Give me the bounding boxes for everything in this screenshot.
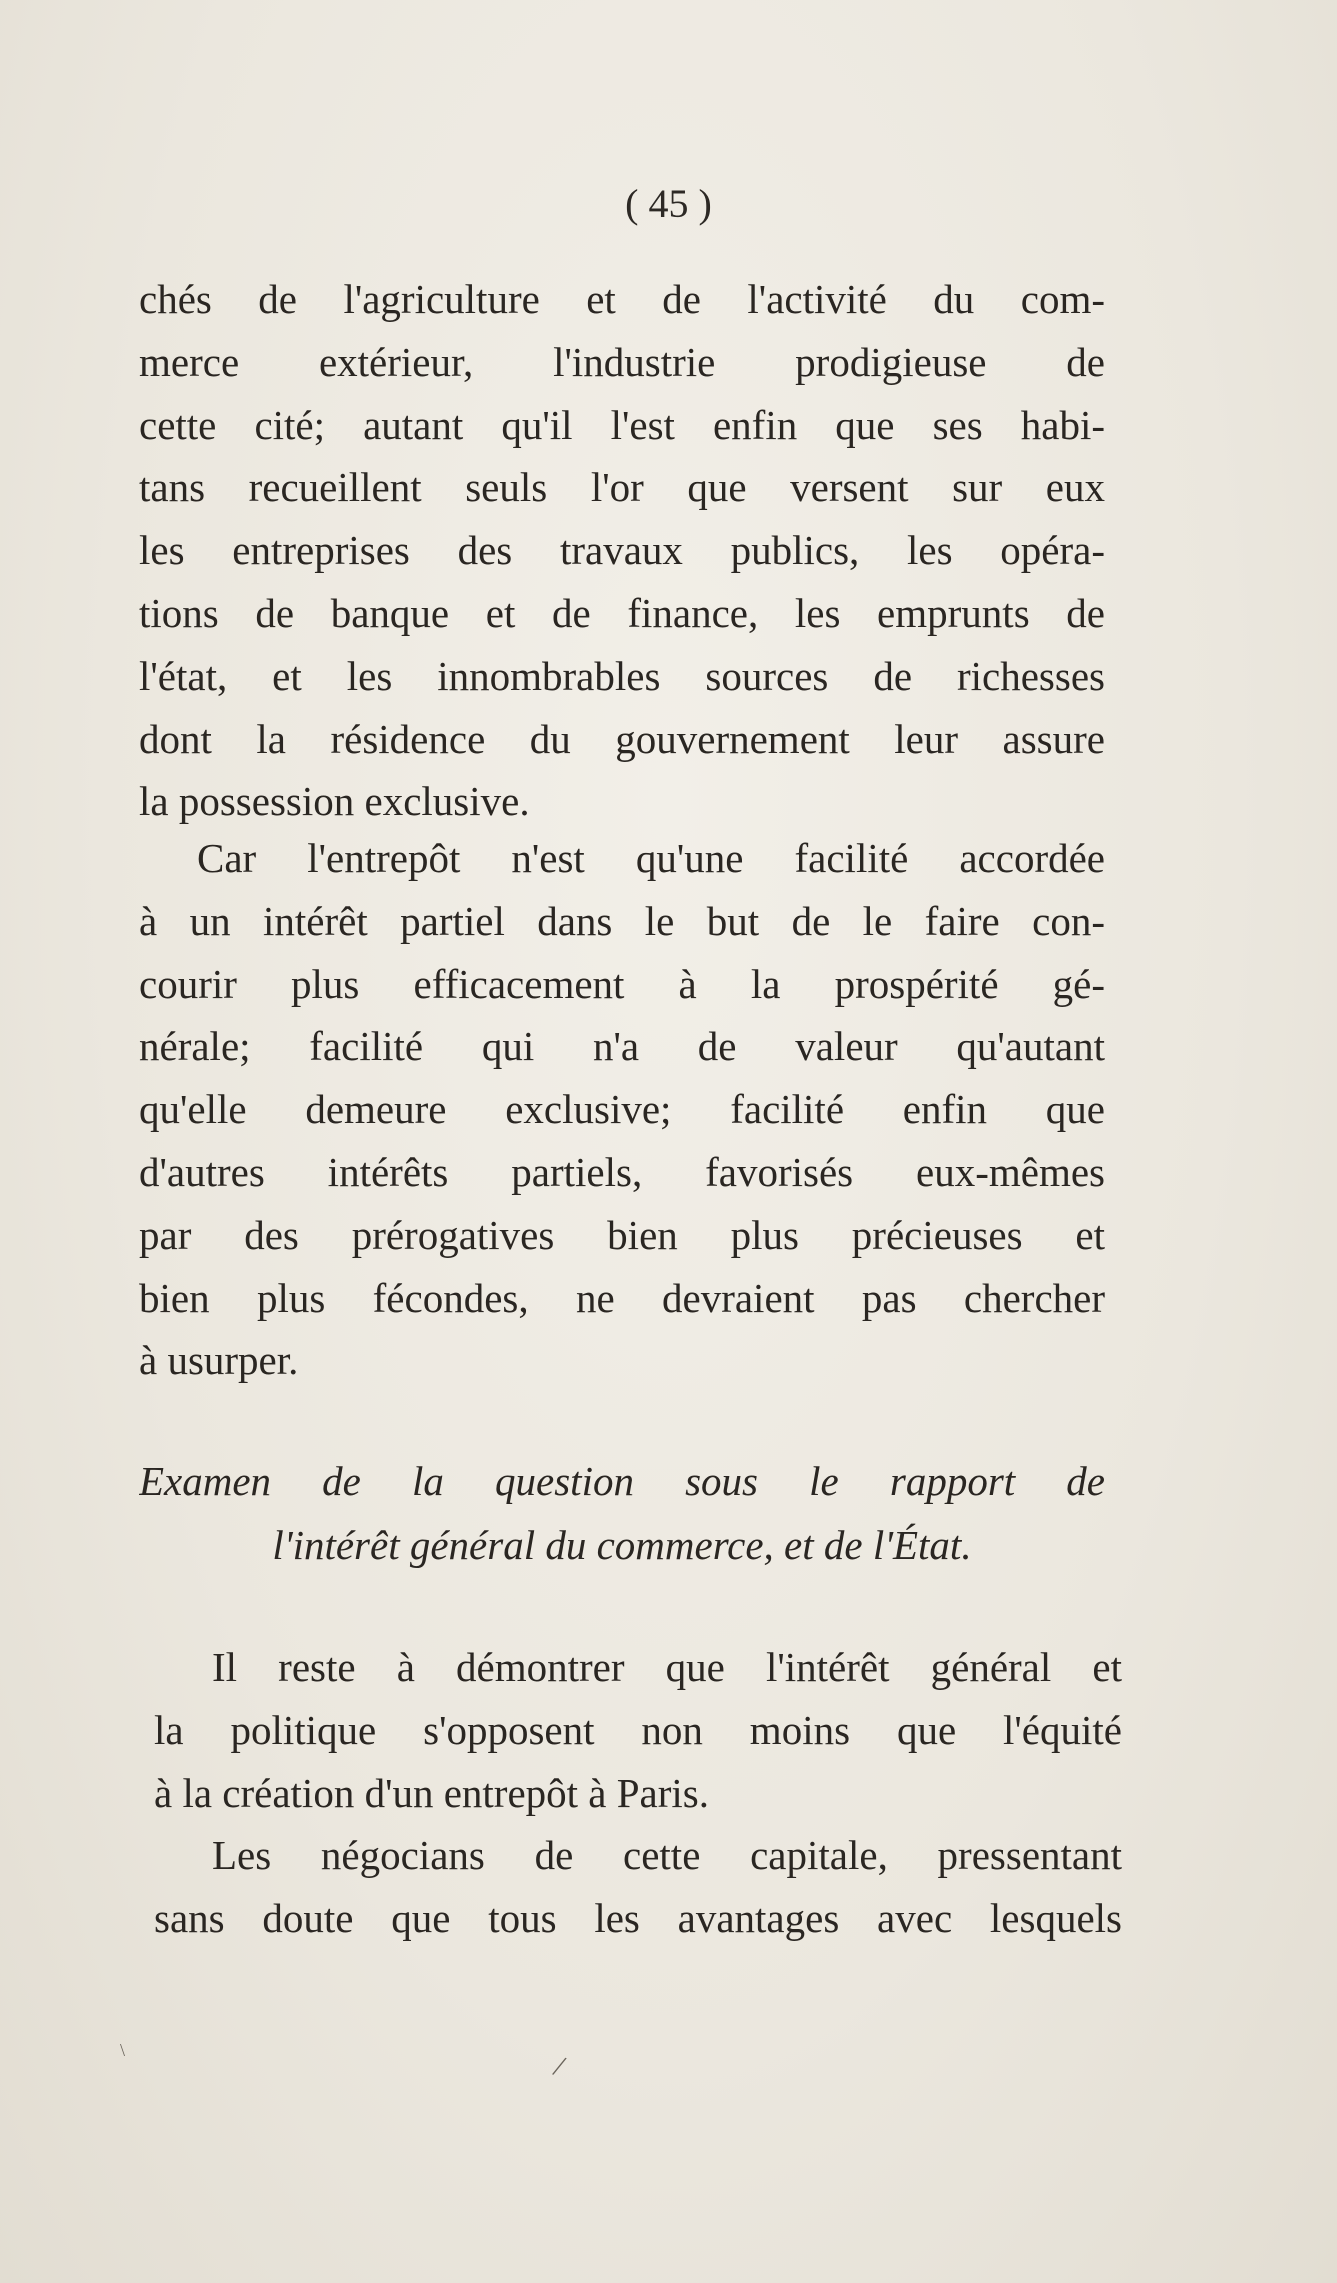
paragraph-1	[139, 268, 1105, 833]
section-heading	[139, 1449, 1105, 1577]
paragraph-line: à la création d'un entrepôt à Paris.	[154, 1769, 709, 1816]
paragraph-line: la politique s'opposent non moins que l'équité	[154, 1706, 1122, 1753]
paragraph-line: tions de banque et de finance, les emprunts de	[139, 589, 1105, 636]
paragraph-line: sans doute que tous les avantages avec lesquels	[154, 1894, 1122, 1941]
paragraph-line: merce extérieur, l'industrie prodigieuse de	[139, 338, 1105, 385]
stray-ink-mark: \	[120, 2040, 126, 2060]
paragraph-line: par des prérogatives bien plus précieuses et	[139, 1211, 1105, 1258]
paragraph-line: qu'elle demeure exclusive; facilité enfin que	[139, 1086, 1105, 1133]
paragraph-line: la possession exclusive.	[139, 778, 530, 825]
paragraph-4	[154, 1824, 1122, 1950]
paragraph-line: bien plus fécondes, ne devraient pas chercher	[139, 1274, 1105, 1321]
stray-ink-mark: /	[549, 2049, 569, 2084]
heading-line: Examen de la question sous le rapport de	[139, 1458, 1105, 1504]
heading-line: l'intérêt général du commerce, et de l'État.	[272, 1522, 972, 1568]
paragraph-line: dont la résidence du gouvernement leur assure	[139, 715, 1105, 762]
paragraph-2	[139, 827, 1105, 1392]
paragraph-line: nérale; facilité qui n'a de valeur qu'autant	[139, 1023, 1105, 1070]
paragraph-line: Les négocians de cette capitale, pressentant	[212, 1832, 1122, 1878]
paragraph-line: courir plus efficacement à la prospérité gé-	[139, 960, 1105, 1007]
paragraph-line: l'état, et les innombrables sources de richesses	[139, 652, 1105, 699]
paragraph-3	[154, 1636, 1122, 1824]
paragraph-line: à usurper.	[139, 1337, 299, 1384]
paragraph-line: chés de l'agriculture et de l'activité du com-	[139, 276, 1105, 322]
paragraph-line: à un intérêt partiel dans le but de le faire con-	[139, 897, 1105, 944]
paragraph-line: les entreprises des travaux publics, les opéra-	[139, 527, 1105, 574]
paragraph-line: Il reste à démontrer que l'intérêt général et	[212, 1644, 1122, 1690]
paragraph-line: Car l'entrepôt n'est qu'une facilité accordée	[197, 835, 1105, 881]
paragraph-line: cette cité; autant qu'il l'est enfin que ses habi-	[139, 401, 1105, 448]
page-number: ( 45 )	[625, 181, 712, 226]
paragraph-line: d'autres intérêts partiels, favorisés eux-mêmes	[139, 1148, 1105, 1195]
paragraph-line: tans recueillent seuls l'or que versent sur eux	[139, 464, 1105, 511]
